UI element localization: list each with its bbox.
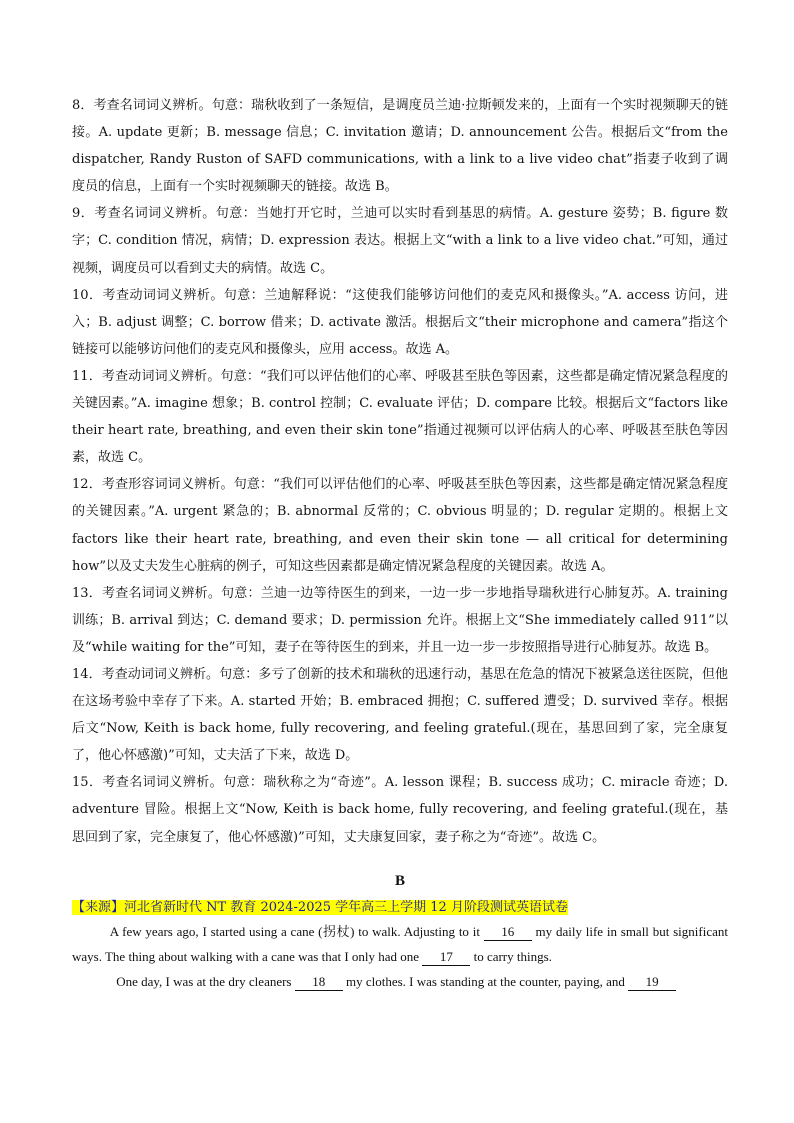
blank-16: 16 — [484, 924, 532, 941]
source-text: 河北省新时代 NT 教育 2024-2025 学年高三上学期 12 月阶段测试英语试卷 — [124, 899, 568, 915]
explanation-item: 14．考查动词词义辨析。句意：多亏了创新的技术和瑞秋的迅速行动，基思在危急的情况下被紧急送往医院，但他在这场考验中幸存了下来。A. started 开始；B. embraced 拥抱；C. suffered 遭受；D. survived 幸存。根据后文“Now, Keith is back home, fully recovering, and feeling grateful.(现在，基思回到了家，完全康复了，他心怀感激)”可知，丈夫活了下来，故选 D。 — [72, 666, 728, 764]
explanation-item: 12．考查形容词词义辨析。句意：“我们可以评估他们的心率、呼吸甚至肤色等因素，这些都是确定情况紧急程度的关键因素。”A. urgent 紧急的；B. abnormal 反常的；C. obvious 明显的；D. regular 定期的。根据上文 factors like their heart rate, breathing, and even their skin tone — all critical for determining how”以及丈夫发生心脏病的例子，可知这些因素都是确定情况紧急程度的关键因素。故选 A。 — [72, 477, 728, 574]
passage-paragraph — [72, 919, 728, 969]
source-bracket: 【来源】 — [72, 899, 125, 915]
passage-text: to carry things. — [473, 948, 552, 964]
blank-17: 17 — [422, 949, 470, 966]
cloze-passage — [72, 919, 728, 994]
passage-text: my clothes. I was standing at the counter, paying, and — [346, 973, 625, 989]
explanation-item: 8．考查名词词义辨析。句意：瑞秋收到了一条短信，是调度员兰迪·拉斯顿发来的，上面有一个实时视频聊天的链接。A. update 更新；B. message 信息；C. invitation 邀请；D. announcement 公告。根据后文“from the dispatcher, Randy Ruston of SAFD communications, with a link to a live video chat”指妻子收到了调度员的信息，上面有一个实时视频聊天的链接。故选 B。 — [72, 98, 728, 195]
passage-paragraph — [72, 969, 728, 994]
explanation-item: 10．考查动词词义辨析。句意：兰迪解释说：“这使我们能够访问他们的麦克风和摄像头。”A. access 访问，进入；B. adjust 调整；C. borrow 借来；D. activate 激活。根据后文“their microphone and camera”指这个链接可以能够访问他们的麦克风和摄像头，应用 access。故选 A。 — [72, 287, 728, 357]
blank-19: 19 — [628, 974, 676, 991]
answer-explanations — [72, 92, 728, 851]
section-heading: B — [394, 872, 405, 889]
passage-text: my daily life in small but significant ways. The thing about walking with a cane was that I only had one — [72, 923, 728, 964]
explanation-item: 9．考查名词词义辨析。句意：当她打开它时，兰迪可以实时看到基思的病情。A. gesture 姿势；B. figure 数字；C. condition 情况，病情；D. expression 表达。根据上文“with a link to a live video chat.”可知，通过视频，调度员可以看到丈夫的病情。故选 C。 — [72, 206, 728, 276]
source-line — [72, 897, 728, 919]
explanation-item: 13．考查名词词义辨析。句意：兰迪一边等待医生的到来，一边一步一步地指导瑞秋进行心肺复苏。A. training 训练；B. arrival 到达；C. demand 要求；D. permission 允许。根据上文“She immediately called 911”以及“while waiting for the”可知，妻子在等待医生的到来，并且一边一步一步按照指导进行心肺复苏。故选 B。 — [72, 585, 728, 655]
passage-text: A few years ago, I started using a cane (拐杖) to walk. Adjusting to it — [109, 923, 480, 939]
explanation-item: 15．考查名词词义辨析。句意：瑞秋称之为“奇迹”。A. lesson 课程；B. success 成功；C. miracle 奇迹；D. adventure 冒险。根据上文“Now, Keith is back home, fully recovering, and feeling grateful.(现在，基思回到了家，完全康复了，他心怀感激)”可知，丈夫康复回家，妻子称之为“奇迹”。故选 C。 — [72, 775, 728, 845]
passage-text: One day, I was at the dry cleaners — [116, 973, 292, 989]
explanation-item: 11．考查动词词义辨析。句意：“我们可以评估他们的心率、呼吸甚至肤色等因素，这些都是确定情况紧急程度的关键因素。”A. imagine 想象；B. control 控制；C. evaluate 评估；D. compare 比较。根据后文“factors like their heart rate, breathing, and even their skin tone”指通过视频可以评估病人的心率、呼吸甚至肤色等因素，故选 C。 — [72, 368, 728, 466]
document-page — [72, 92, 728, 994]
blank-18: 18 — [295, 974, 343, 991]
